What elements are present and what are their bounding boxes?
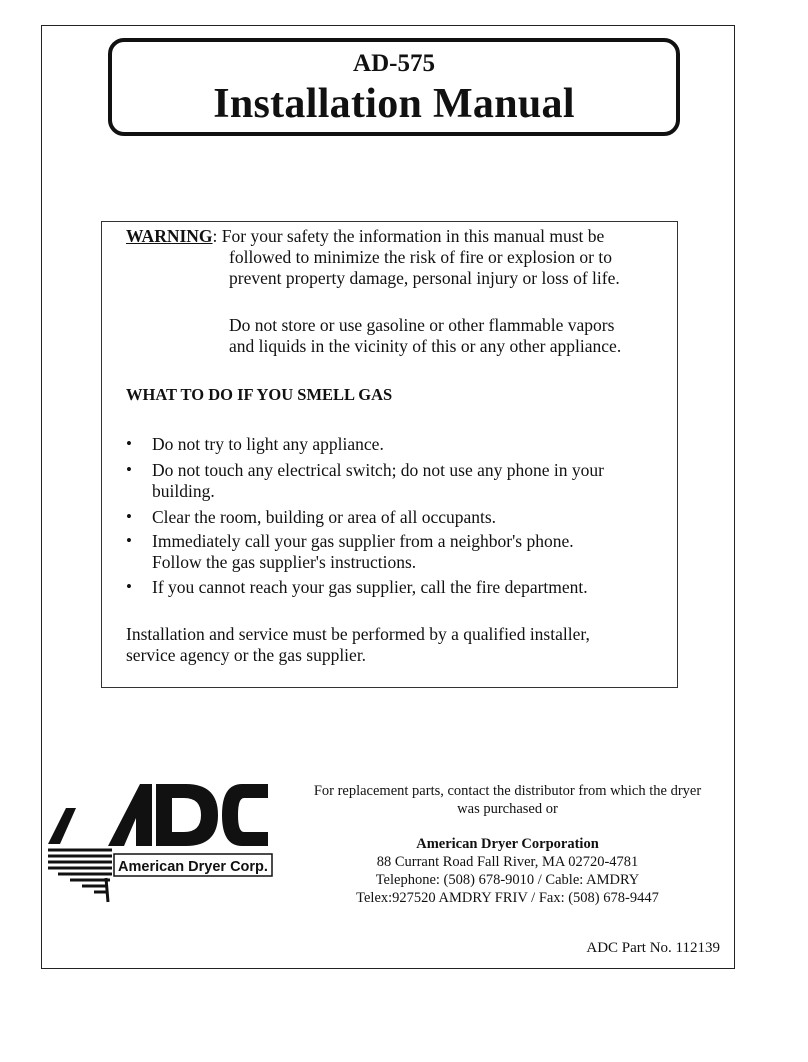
part-number: ADC Part No. 112139	[586, 940, 720, 956]
page-title: Installation Manual	[213, 81, 575, 127]
warning-para2-line-1: Do not store or use gasoline or other flammable vapors	[229, 315, 615, 335]
contact-company: American Dryer Corporation	[416, 836, 599, 852]
warning-para2-line-2: and liquids in the vicinity of this or any other appliance.	[229, 336, 622, 356]
model-number: AD-575	[353, 50, 435, 77]
gas-item-3: Clear the room, building or area of all occupants.	[152, 507, 497, 527]
installation-note-line-2: service agency or the gas supplier.	[126, 645, 367, 665]
gas-item-4: Immediately call your gas supplier from a neighbor's phone.	[152, 531, 574, 551]
logo-letter-a	[108, 784, 152, 846]
bullet-icon: •	[126, 577, 132, 596]
warning-line-2: followed to minimize the risk of fire or explosion or to	[229, 247, 612, 267]
warning-line-1	[126, 226, 604, 247]
gas-heading: WHAT TO DO IF YOU SMELL GAS	[126, 385, 393, 404]
adc-logo	[46, 778, 276, 906]
gas-item-2: Do not touch any electrical switch; do not use any phone in your	[152, 460, 604, 480]
warning-colon: :	[212, 226, 218, 246]
bullet-icon: •	[126, 507, 132, 526]
contact-telex: Telex:927520 AMDRY FRIV / Fax: (508) 678-9447	[356, 890, 659, 906]
gas-item-4-cont: Follow the gas supplier's instructions.	[152, 552, 417, 572]
title-box	[108, 38, 680, 136]
bullet-icon: •	[126, 531, 132, 550]
warning-line-3: prevent property damage, personal injury or loss of life.	[229, 268, 620, 288]
gas-item-5: If you cannot reach your gas supplier, call the fire department.	[152, 577, 588, 597]
contact-phone: Telephone: (508) 678-9010 / Cable: AMDRY	[375, 872, 640, 888]
gas-item-2-cont: building.	[152, 481, 215, 501]
gas-item-1: Do not try to light any appliance.	[152, 434, 384, 454]
contact-address: 88 Currant Road Fall River, MA 02720-4781	[376, 854, 639, 870]
warning-text-1: For your safety the information in this manual must be	[221, 226, 605, 246]
bullet-icon: •	[126, 434, 132, 453]
logo-slash	[48, 808, 76, 844]
logo-company-text: American Dryer Corp.	[118, 859, 268, 875]
contact-line-2: was purchased or	[457, 801, 558, 817]
logo-stripe	[106, 878, 108, 902]
logo-letter-c	[222, 784, 268, 846]
contact-line-1: For replacement parts, contact the distributor from which the dryer	[313, 783, 702, 799]
installation-note-line-1: Installation and service must be performed by a qualified installer,	[126, 624, 590, 644]
logo-letter-d	[156, 784, 218, 846]
bullet-icon: •	[126, 460, 132, 479]
warning-label: WARNING	[126, 226, 213, 246]
